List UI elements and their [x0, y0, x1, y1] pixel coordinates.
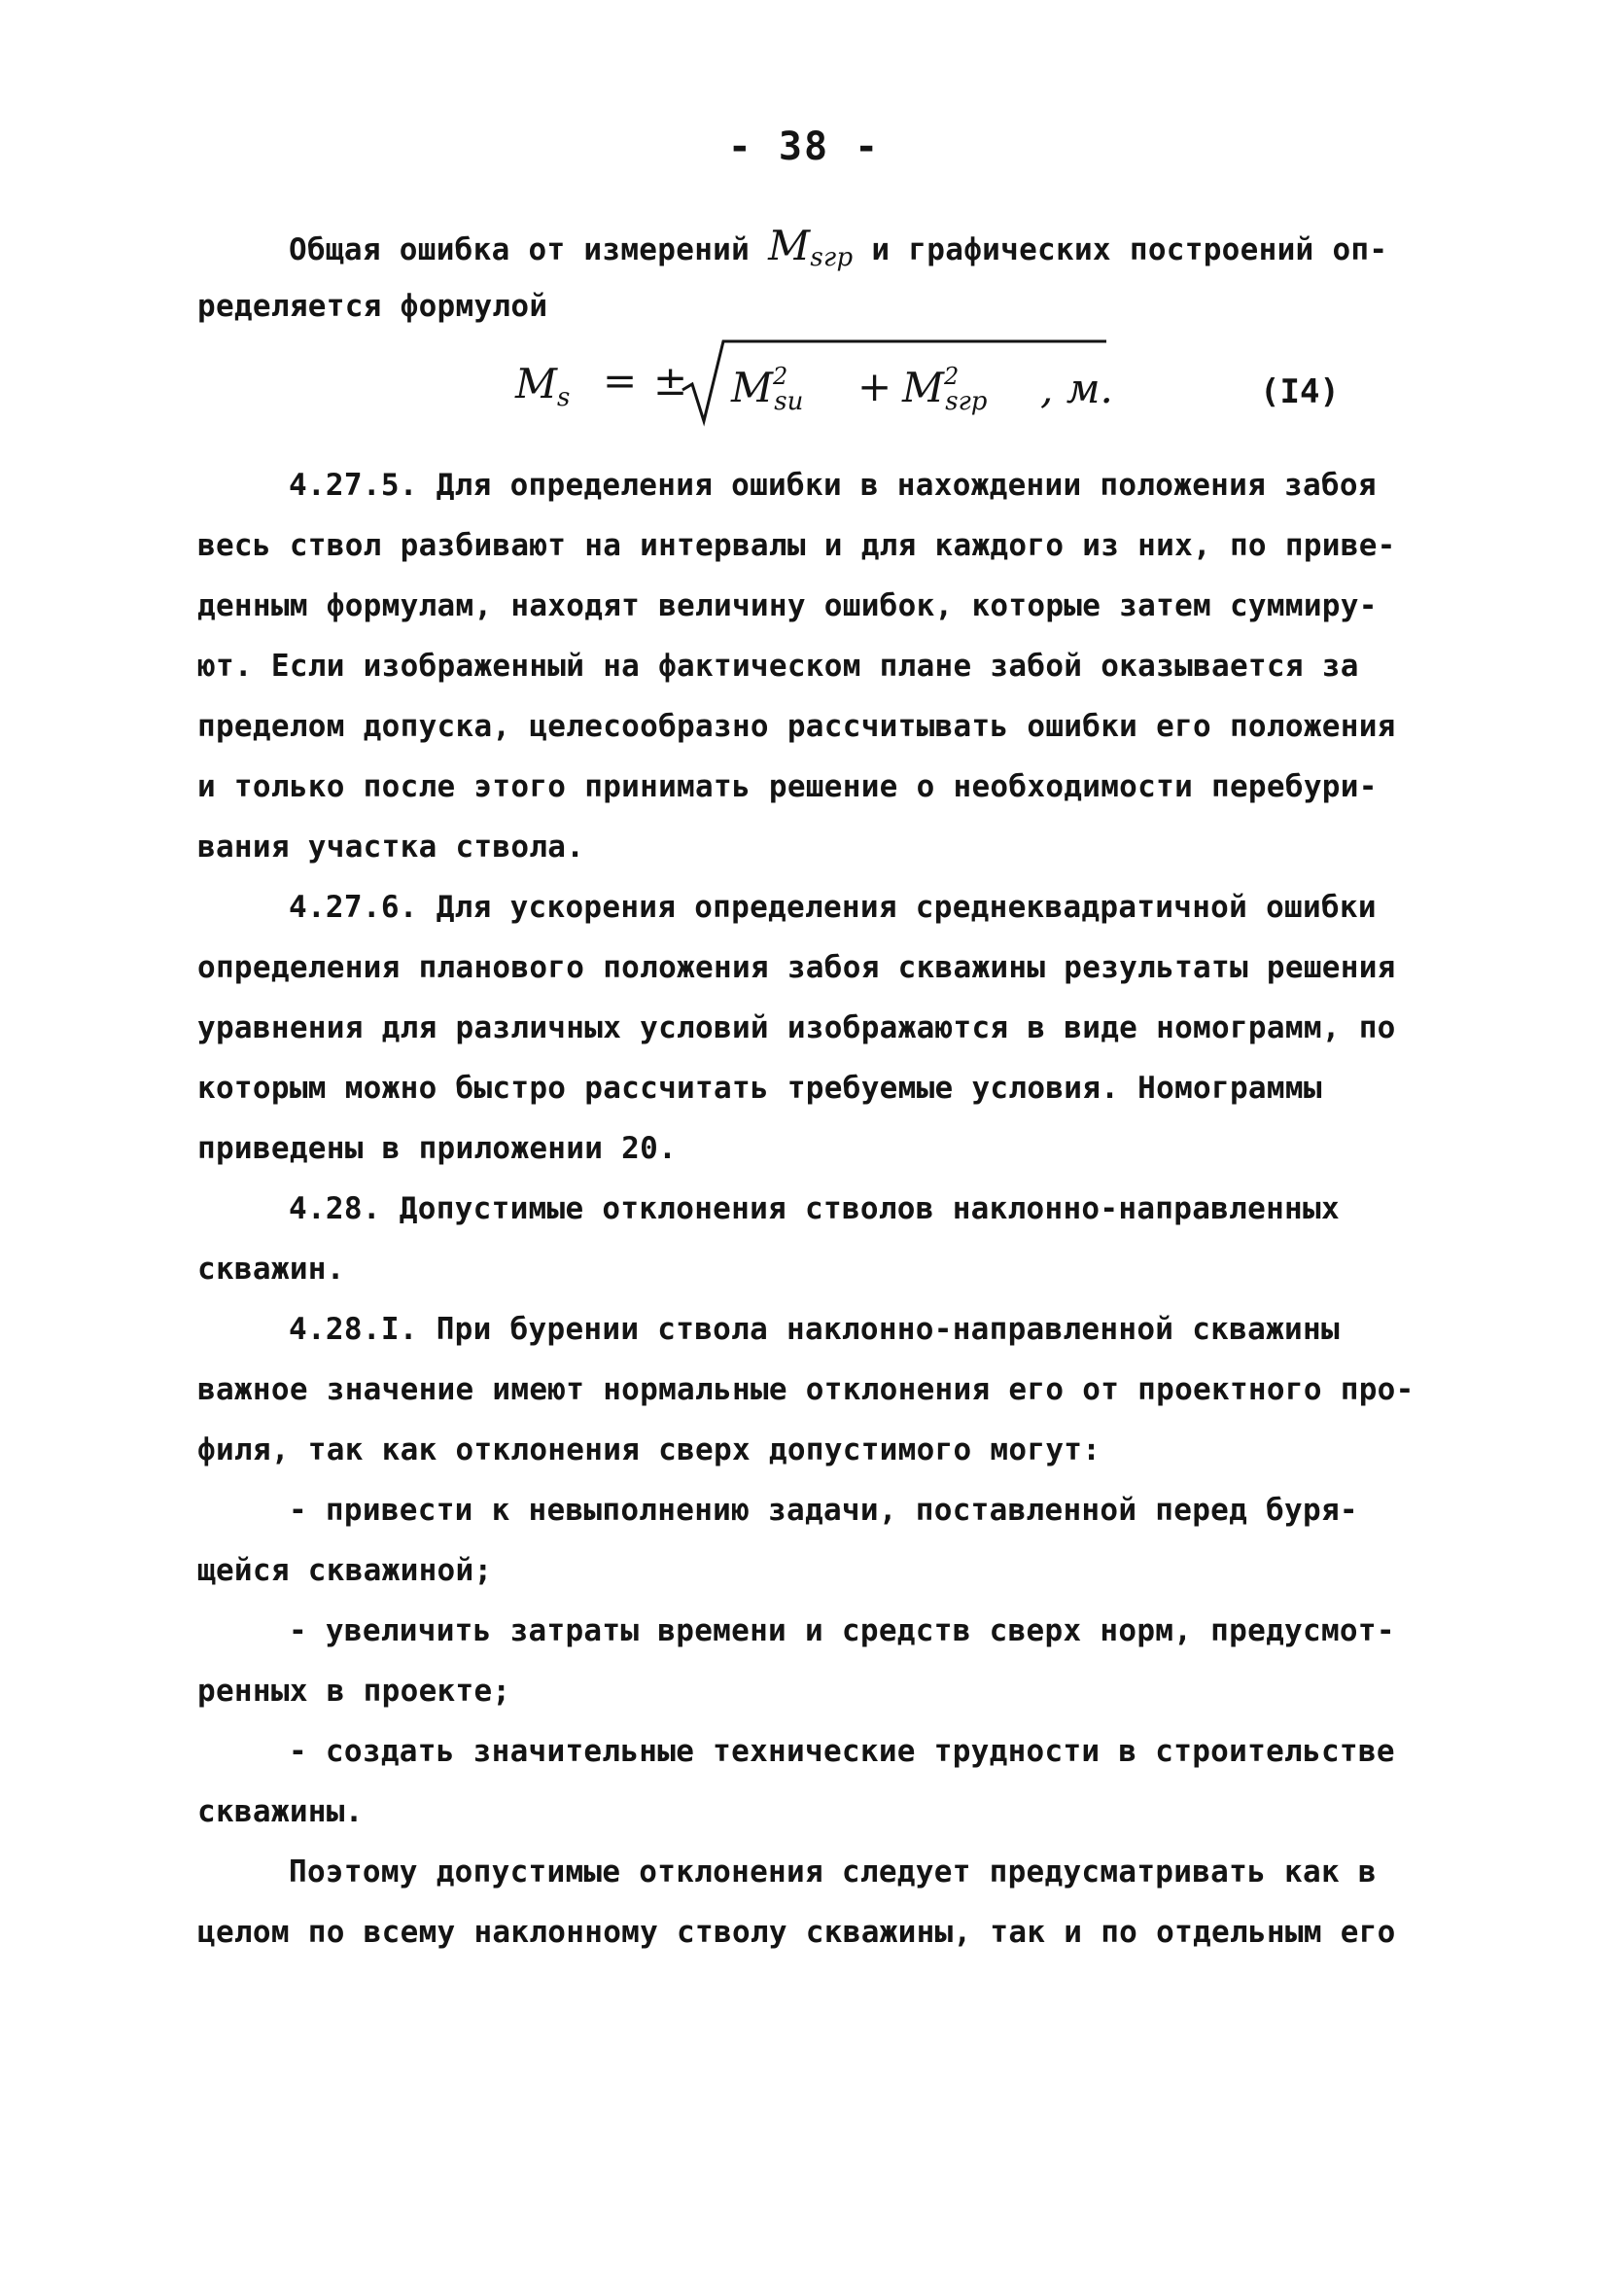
paragraph-line: вания участка ствола.: [197, 830, 585, 865]
section-heading: скважин.: [197, 1252, 345, 1287]
text-run: Общая ошибка от измерений: [289, 232, 769, 267]
paragraph-line: которым можно быстро рассчитать требуемые условия. Номограммы: [197, 1071, 1322, 1106]
paragraph-line: ют. Если изображенный на фактическом плане забой оказывается за: [197, 649, 1359, 684]
list-item: скважины.: [197, 1794, 364, 1829]
formula-unit: , м.: [1040, 365, 1113, 412]
section-heading: 4.28. Допустимые отклонения стволов наклонно-направленных: [289, 1191, 1340, 1226]
equation-number: (I4): [1260, 372, 1340, 411]
formula-lhs: $M_s$: [515, 360, 571, 412]
paragraph-line: денным формулам, находят величину ошибок, которые затем суммиру-: [197, 588, 1378, 623]
paragraph-line: 4.27.6. Для ускорения определения среднеквадратичной ошибки: [289, 890, 1377, 925]
paragraph-line: 4.27.5. Для определения ошибки в нахождении положения забоя: [289, 468, 1377, 503]
paragraph-line: важное значение имеют нормальные отклонения его от проектного про-: [197, 1372, 1415, 1407]
paragraph-line: приведены в приложении 20.: [197, 1131, 678, 1166]
paragraph-line: уравнения для различных условий изображаются в виде номограмм, по: [197, 1010, 1396, 1045]
paragraph-line: Поэтому допустимые отклонения следует предусматривать как в: [289, 1854, 1377, 1890]
list-item: - увеличить затраты времени и средств сверх норм, предусмот-: [289, 1613, 1395, 1648]
paragraph-line: [289, 222, 1388, 277]
list-item: ренных в проекте;: [197, 1674, 511, 1709]
symbol-m-sgr: $M_{sгр}$: [768, 222, 854, 272]
formula-plus-minus: ±: [653, 357, 688, 405]
paragraph-line: филя, так как отклонения сверх допустимого могут:: [197, 1432, 1101, 1467]
formula-equals: =: [603, 357, 638, 405]
list-item: щейся скважиной;: [197, 1553, 493, 1588]
paragraph-line: определения планового положения забоя скважины результаты решения: [197, 950, 1396, 985]
formula-term-2: $M^2_{sгр}$: [902, 363, 988, 416]
formula-14: [515, 336, 1113, 433]
formula-plus: +: [857, 363, 892, 410]
text-run: и графических построений оп-: [853, 232, 1388, 267]
formula-term-1: $M^2_{sи}$: [731, 363, 804, 416]
paragraph-line: целом по всему наклонному стволу скважины, так и по отдельным его: [197, 1915, 1396, 1950]
list-item: - привести к невыполнению задачи, поставленной перед буря-: [289, 1493, 1358, 1528]
paragraph-line: 4.28.I. При бурении ствола наклонно-направленной скважины: [289, 1312, 1340, 1347]
paragraph-line: и только после этого принимать решение о необходимости перебури-: [197, 769, 1378, 804]
paragraph-line: пределом допуска, целесообразно рассчитывать ошибки его положения: [197, 709, 1396, 744]
page-number: - 38 -: [727, 124, 881, 169]
list-item: - создать значительные технические трудности в строительстве: [289, 1734, 1395, 1769]
paragraph-line: весь ствол разбивают на интервалы и для каждого из них, по приве-: [197, 528, 1396, 563]
paragraph-line: ределяется формулой: [197, 289, 548, 324]
